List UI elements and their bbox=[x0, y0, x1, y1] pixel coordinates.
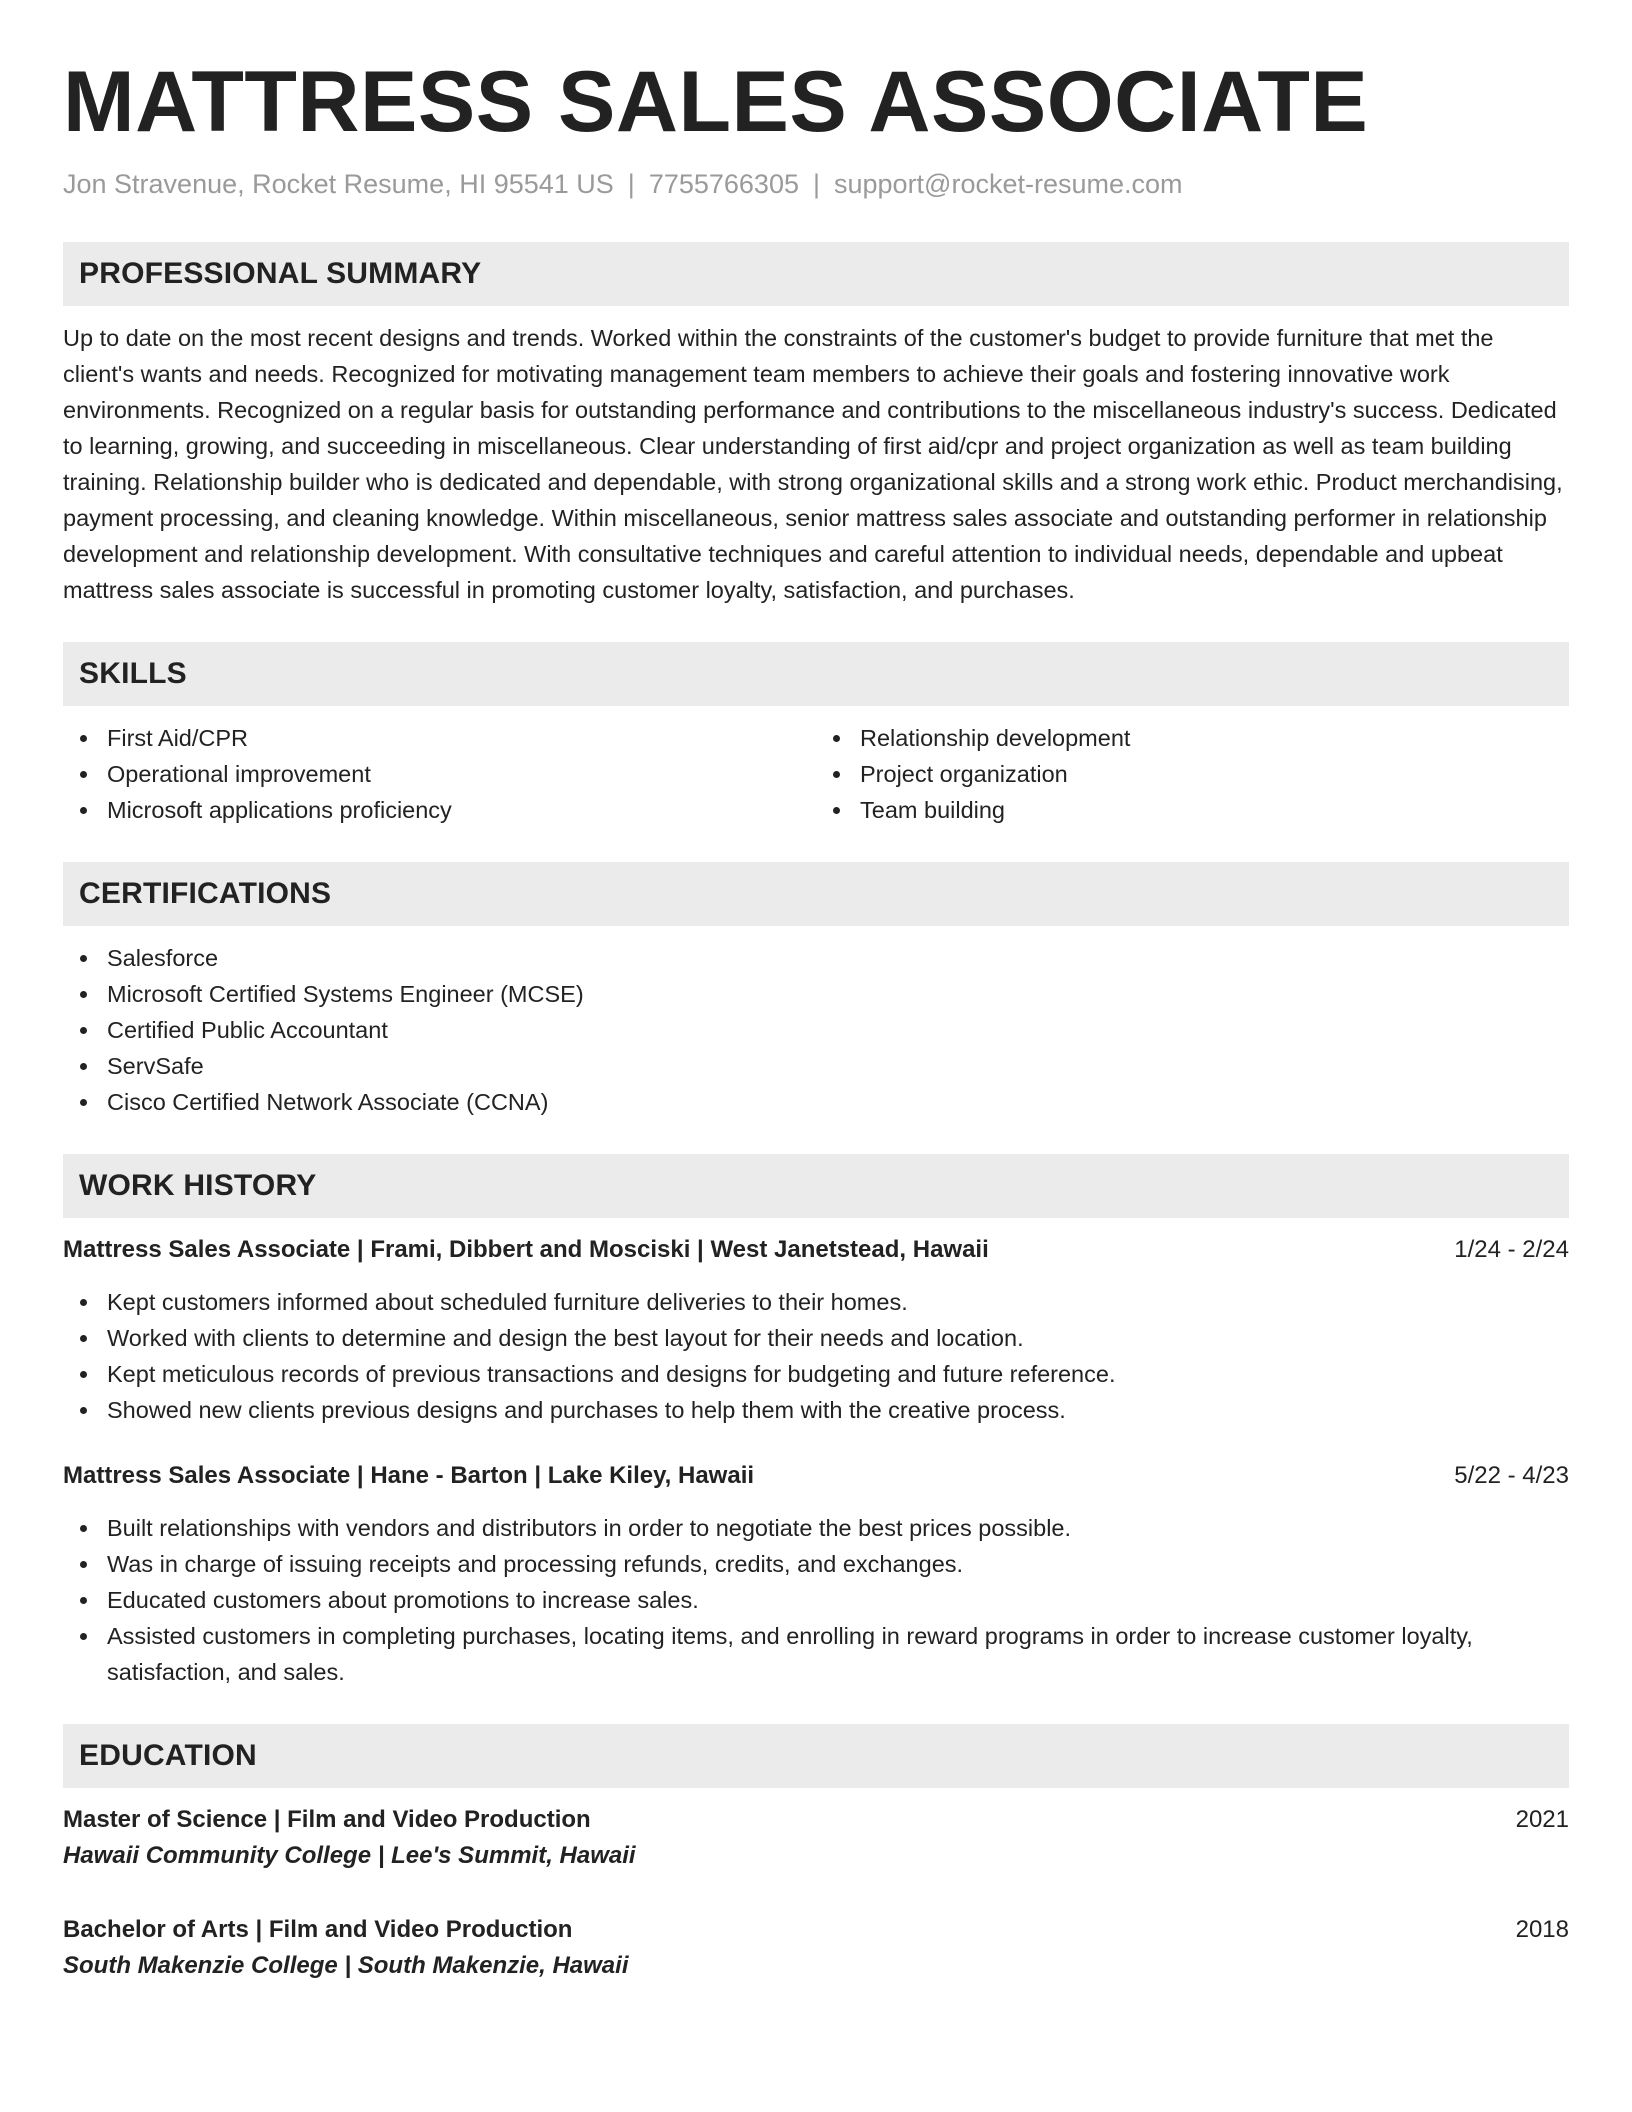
bullet-icon bbox=[80, 771, 87, 778]
bullet-icon bbox=[80, 1561, 87, 1568]
job-title: Mattress Sales Associate | Hane - Barton | Lake Kiley, Hawaii bbox=[63, 1462, 755, 1489]
education-year: 2018 bbox=[1515, 1916, 1569, 1943]
certification-item: Certified Public Accountant bbox=[63, 1012, 1569, 1048]
section-header-certifications: CERTIFICATIONS bbox=[63, 862, 1569, 926]
bullet-icon bbox=[80, 1099, 87, 1106]
education-degree: Master of Science | Film and Video Production bbox=[63, 1806, 591, 1833]
skill-item: First Aid/CPR bbox=[63, 720, 816, 756]
job-bullet: Assisted customers in completing purchases, locating items, and enrolling in reward programs in order to increase customer loyalty, satisfaction, and sales. bbox=[63, 1618, 1569, 1690]
bullet-icon bbox=[80, 1407, 87, 1414]
section-header-education: EDUCATION bbox=[63, 1724, 1569, 1788]
bullet-icon bbox=[80, 1335, 87, 1342]
education-year: 2021 bbox=[1515, 1806, 1569, 1833]
certification-item: Cisco Certified Network Associate (CCNA) bbox=[63, 1084, 1569, 1120]
contact-separator: | bbox=[627, 169, 635, 199]
summary-text: Up to date on the most recent designs and trends. Worked within the constraints of the customer's budget to provide furniture that met the client's wants and needs. Recognized for motivating management team members to achieve their goals and fostering innovative work environments. Recognized on a regular basis for outstanding performance and contributions to the miscellaneous industry's success. Dedicated to learning, growing, and succeeding in miscellaneous. Clear understanding of first aid/cpr and project organization as well as team building training. Relationship builder who is dedicated and dependable, with strong organizational skills and a strong work ethic. Product merchandising, payment processing, and cleaning knowledge. Within miscellaneous, senior mattress sales associate and outstanding performer in relationship development and relationship development. With consultative techniques and careful attention to individual needs, dependable and upbeat mattress sales associate is successful in promoting customer loyalty, satisfaction, and purchases. bbox=[63, 325, 1563, 603]
job-title: Mattress Sales Associate | Frami, Dibbert and Mosciski | West Janetstead, Hawaii bbox=[63, 1236, 989, 1263]
bullet-icon bbox=[80, 991, 87, 998]
bullet-icon bbox=[80, 735, 87, 742]
job-dates: 5/22 - 4/23 bbox=[1454, 1462, 1569, 1489]
education-entry bbox=[63, 1912, 1569, 1984]
skills-grid bbox=[63, 720, 1569, 828]
certification-item: ServSafe bbox=[63, 1048, 1569, 1084]
contact-email[interactable]: support@rocket-resume.com bbox=[834, 169, 1183, 199]
job-bullets bbox=[63, 1284, 1569, 1428]
certifications-list bbox=[63, 940, 1569, 1120]
job-header bbox=[63, 1232, 1569, 1268]
skill-item: Team building bbox=[816, 792, 1569, 828]
job-bullet: Built relationships with vendors and distributors in order to negotiate the best prices possible. bbox=[63, 1510, 1569, 1546]
job-bullets bbox=[63, 1510, 1569, 1690]
education-school: Hawaii Community College | Lee's Summit, Hawaii bbox=[63, 1842, 636, 1869]
skills-column-right bbox=[816, 720, 1569, 828]
bullet-icon bbox=[80, 1371, 87, 1378]
skill-item: Project organization bbox=[816, 756, 1569, 792]
education-degree: Bachelor of Arts | Film and Video Production bbox=[63, 1916, 573, 1943]
section-header-skills: SKILLS bbox=[63, 642, 1569, 706]
job-header bbox=[63, 1458, 1569, 1494]
bullet-icon bbox=[833, 771, 840, 778]
job-dates: 1/24 - 2/24 bbox=[1454, 1236, 1569, 1263]
bullet-icon bbox=[80, 1597, 87, 1604]
skill-item: Relationship development bbox=[816, 720, 1569, 756]
bullet-icon bbox=[80, 1063, 87, 1070]
section-header-summary: PROFESSIONAL SUMMARY bbox=[63, 242, 1569, 306]
contact-phone[interactable]: 7755766305 bbox=[648, 169, 799, 199]
job-entry bbox=[63, 1458, 1569, 1690]
bullet-icon bbox=[80, 807, 87, 814]
certification-item: Microsoft Certified Systems Engineer (MCSE) bbox=[63, 976, 1569, 1012]
job-bullet: Kept meticulous records of previous transactions and designs for budgeting and future reference. bbox=[63, 1356, 1569, 1392]
section-header-work-history: WORK HISTORY bbox=[63, 1154, 1569, 1218]
skill-item: Operational improvement bbox=[63, 756, 816, 792]
contact-line bbox=[63, 166, 1569, 202]
job-bullet: Showed new clients previous designs and purchases to help them with the creative process. bbox=[63, 1392, 1569, 1428]
resume-name: MATTRESS SALES ASSOCIATE bbox=[63, 54, 1369, 150]
education-header bbox=[63, 1912, 1569, 1948]
bullet-icon bbox=[833, 735, 840, 742]
education-header bbox=[63, 1802, 1569, 1838]
job-bullet: Kept customers informed about scheduled furniture deliveries to their homes. bbox=[63, 1284, 1569, 1320]
bullet-icon bbox=[80, 1299, 87, 1306]
contact-address: Jon Stravenue, Rocket Resume, HI 95541 US bbox=[63, 169, 614, 199]
bullet-icon bbox=[833, 807, 840, 814]
bullet-icon bbox=[80, 1633, 87, 1640]
education-school: South Makenzie College | South Makenzie, Hawaii bbox=[63, 1952, 629, 1979]
skills-column-left bbox=[63, 720, 816, 828]
bullet-icon bbox=[80, 1027, 87, 1034]
certification-item: Salesforce bbox=[63, 940, 1569, 976]
bullet-icon bbox=[80, 955, 87, 962]
job-bullet: Worked with clients to determine and design the best layout for their needs and location. bbox=[63, 1320, 1569, 1356]
bullet-icon bbox=[80, 1525, 87, 1532]
contact-separator: | bbox=[812, 169, 820, 199]
job-bullet: Educated customers about promotions to increase sales. bbox=[63, 1582, 1569, 1618]
education-entry bbox=[63, 1802, 1569, 1874]
job-bullet: Was in charge of issuing receipts and processing refunds, credits, and exchanges. bbox=[63, 1546, 1569, 1582]
skill-item: Microsoft applications proficiency bbox=[63, 792, 816, 828]
job-entry bbox=[63, 1232, 1569, 1428]
